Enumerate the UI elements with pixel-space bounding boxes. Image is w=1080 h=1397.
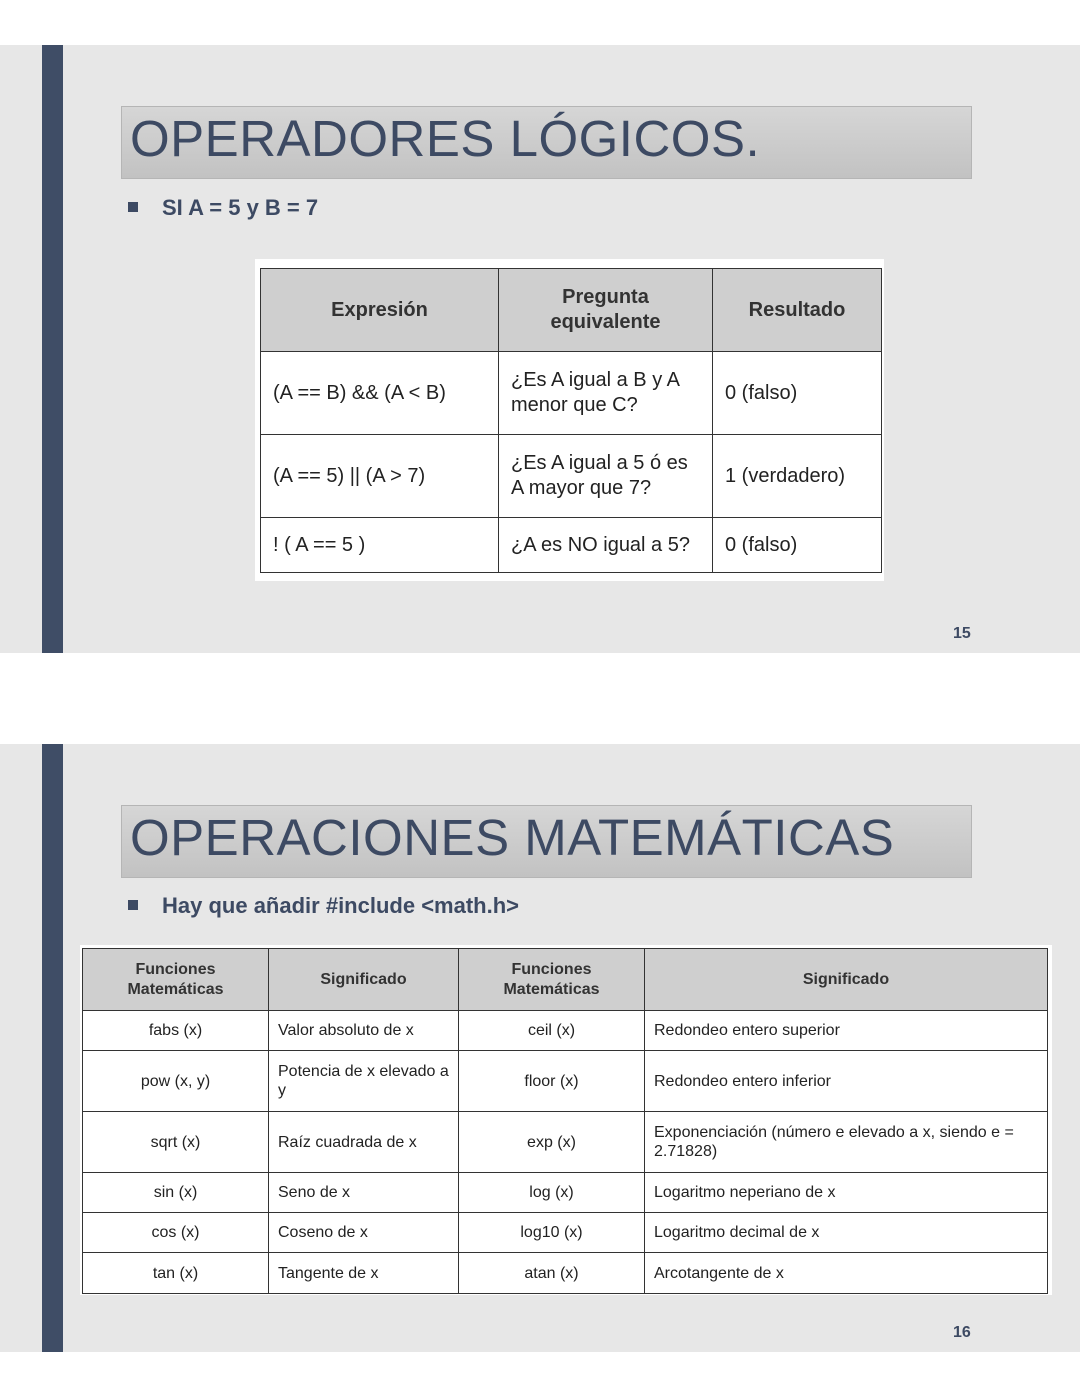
table-row — [83, 1213, 1048, 1253]
cell: Exponenciación (número e elevado a x, siendo e = 2.71828) — [645, 1112, 1048, 1173]
bullet-square-icon — [128, 202, 138, 212]
bullet-item — [128, 195, 318, 221]
title-box — [121, 805, 972, 878]
slide-title: OPERADORES LÓGICOS. — [130, 110, 761, 167]
page-number: 15 — [953, 625, 971, 642]
cell: exp (x) — [459, 1112, 645, 1173]
cell: ceil (x) — [459, 1011, 645, 1051]
cell: Potencia de x elevado a y — [269, 1051, 459, 1112]
cell: Coseno de x — [269, 1213, 459, 1253]
cell: 0 (falso) — [713, 518, 882, 573]
header-cell: Expresión — [261, 269, 499, 352]
cell: (A == 5) || (A > 7) — [261, 435, 499, 518]
cell: 0 (falso) — [713, 352, 882, 435]
header-cell: Pregunta equivalente — [499, 269, 713, 352]
bullet-text: Hay que añadir #include <math.h> — [162, 893, 519, 918]
cell: Logaritmo neperiano de x — [645, 1173, 1048, 1213]
table-row — [261, 518, 882, 573]
cell: floor (x) — [459, 1051, 645, 1112]
table-row — [83, 1051, 1048, 1112]
math-functions-table — [82, 948, 1048, 1294]
bullet-item — [128, 893, 519, 919]
cell: tan (x) — [83, 1253, 269, 1294]
slide-title: OPERACIONES MATEMÁTICAS — [130, 809, 895, 866]
cell: Seno de x — [269, 1173, 459, 1213]
bullet-square-icon — [128, 900, 138, 910]
cell: log10 (x) — [459, 1213, 645, 1253]
cell: ¿Es A igual a B y A menor que C? — [499, 352, 713, 435]
header-cell: Significado — [645, 949, 1048, 1011]
cell: Arcotangente de x — [645, 1253, 1048, 1294]
accent-bar — [42, 744, 63, 1352]
cell: ¿Es A igual a 5 ó es A mayor que 7? — [499, 435, 713, 518]
cell: Logaritmo decimal de x — [645, 1213, 1048, 1253]
cell: 1 (verdadero) — [713, 435, 882, 518]
cell: Valor absoluto de x — [269, 1011, 459, 1051]
page-number: 16 — [953, 1324, 971, 1341]
bullet-text: SI A = 5 y B = 7 — [162, 195, 319, 220]
cell: ¿A es NO igual a 5? — [499, 518, 713, 573]
cell: Raíz cuadrada de x — [269, 1112, 459, 1173]
cell: atan (x) — [459, 1253, 645, 1294]
cell: sin (x) — [83, 1173, 269, 1213]
table-row — [261, 435, 882, 518]
cell: fabs (x) — [83, 1011, 269, 1051]
header-cell: Funciones Matemáticas — [83, 949, 269, 1011]
cell: pow (x, y) — [83, 1051, 269, 1112]
header-cell: Resultado — [713, 269, 882, 352]
cell: Redondeo entero superior — [645, 1011, 1048, 1051]
cell: sqrt (x) — [83, 1112, 269, 1173]
table-row — [83, 1011, 1048, 1051]
cell: Tangente de x — [269, 1253, 459, 1294]
cell: Redondeo entero inferior — [645, 1051, 1048, 1112]
header-cell: Significado — [269, 949, 459, 1011]
cell: ! ( A == 5 ) — [261, 518, 499, 573]
logic-operators-table — [260, 268, 882, 573]
header-cell: Funciones Matemáticas — [459, 949, 645, 1011]
accent-bar — [42, 45, 63, 653]
cell: cos (x) — [83, 1213, 269, 1253]
table-row — [83, 1112, 1048, 1173]
table-row — [261, 352, 882, 435]
table-row — [83, 1253, 1048, 1294]
cell: (A == B) && (A < B) — [261, 352, 499, 435]
cell: log (x) — [459, 1173, 645, 1213]
title-box — [121, 106, 972, 179]
table-row — [83, 1173, 1048, 1213]
